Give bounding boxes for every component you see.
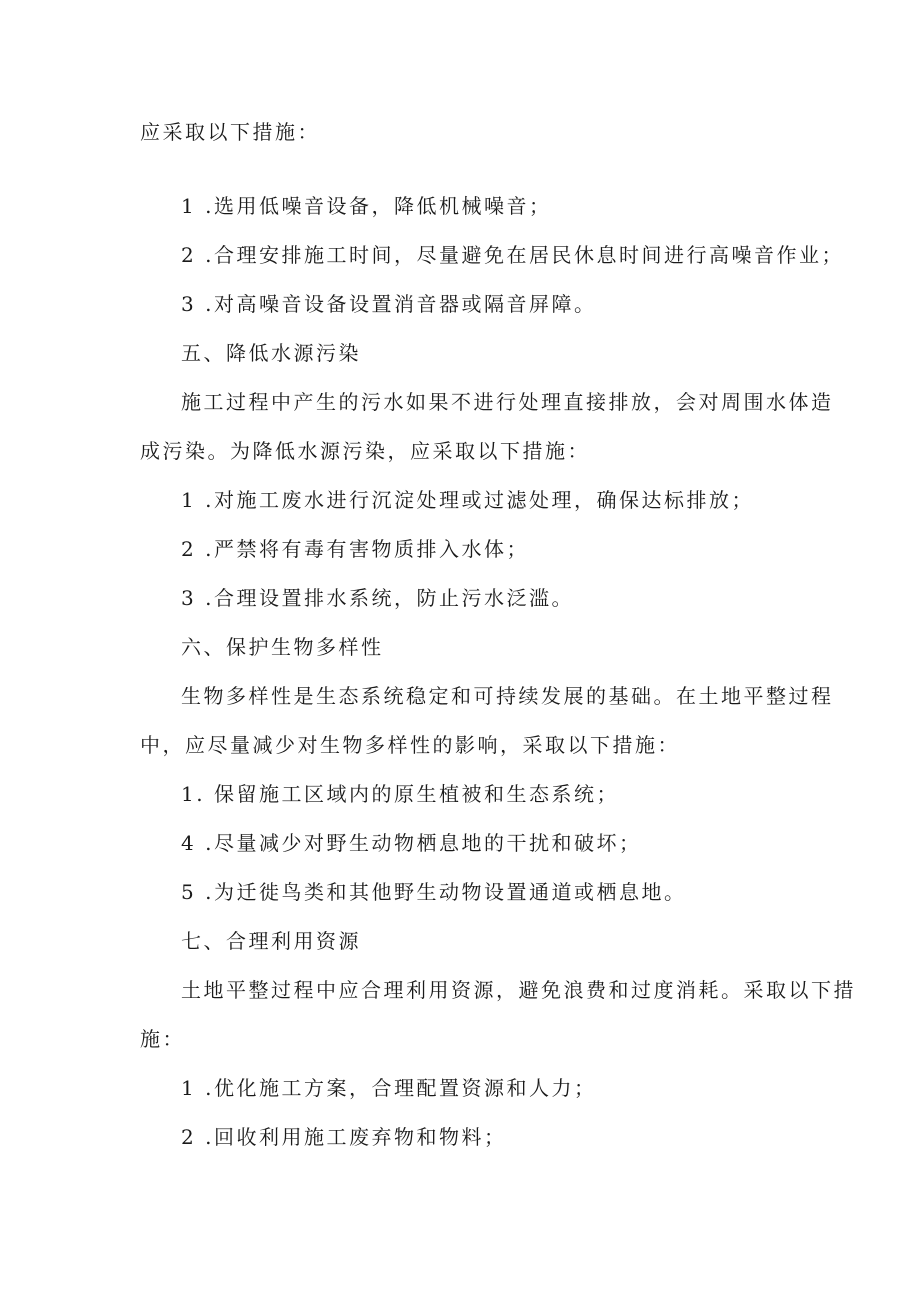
list-item: 1. 保留施工区域内的原生植被和生态系统； [181, 782, 619, 806]
paragraph-line: 成污染。为降低水源污染，应采取以下措施： [140, 439, 590, 463]
paragraph-line: 应采取以下措施： [140, 120, 320, 144]
list-item: 2 .回收利用施工废弃物和物料； [181, 1125, 507, 1149]
list-item: 4 .尽量减少对野生动物栖息地的干扰和破坏； [181, 831, 642, 855]
list-item: 2 .合理安排施工时间，尽量避免在居民休息时间进行高噪音作业； [181, 243, 844, 267]
paragraph-line: 土地平整过程中应合理利用资源，避免浪费和过度消耗。采取以下措 [181, 978, 856, 1002]
list-item: 2 .严禁将有毒有害物质排入水体； [181, 537, 529, 561]
paragraph-line: 中，应尽量减少对生物多样性的影响，采取以下措施： [140, 733, 680, 757]
paragraph-line: 施工过程中产生的污水如果不进行处理直接排放，会对周围水体造 [181, 390, 834, 414]
section-heading: 六、保护生物多样性 [181, 635, 384, 659]
list-item: 3 .对高噪音设备设置消音器或隔音屏障。 [181, 292, 597, 316]
section-heading: 七、合理利用资源 [181, 929, 361, 953]
list-item: 1 .优化施工方案，合理配置资源和人力； [181, 1076, 597, 1100]
list-item: 1 .选用低噪音设备，降低机械噪音； [181, 194, 552, 218]
list-item: 3 .合理设置排水系统，防止污水泛滥。 [181, 586, 574, 610]
list-item: 1 .对施工废水进行沉淀处理或过滤处理，确保达标排放； [181, 488, 754, 512]
paragraph-line: 施： [140, 1027, 185, 1051]
list-item: 5 .为迁徙鸟类和其他野生动物设置通道或栖息地。 [181, 880, 687, 904]
paragraph-line: 生物多样性是生态系统稳定和可持续发展的基础。在土地平整过程 [181, 684, 834, 708]
section-heading: 五、降低水源污染 [181, 341, 361, 365]
